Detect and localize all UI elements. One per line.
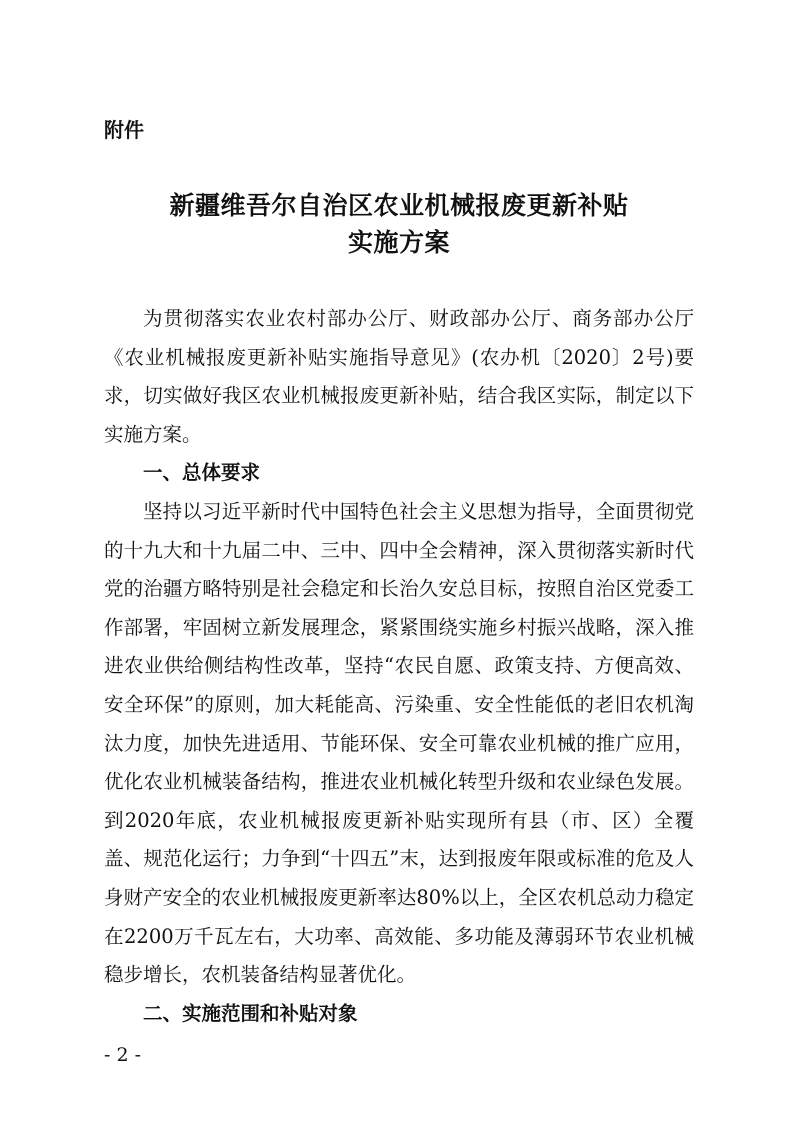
attachment-label: 附件 bbox=[104, 118, 144, 142]
intro-paragraph: 为贯彻落实农业农村部办公厅、财政部办公厅、商务部办公厅《农业机械报废更新补贴实施指导意见》(农办机〔2020〕2号)要求，切实做好我区农业机械报废更新补贴，结合我区实际，制定以下实施方案。 bbox=[104, 307, 694, 446]
document-body bbox=[104, 300, 694, 1033]
section-1-heading: 一、总体要求 bbox=[143, 461, 261, 485]
document-title-line-2: 实施方案 bbox=[347, 228, 450, 257]
section-1-paragraph: 坚持以习近平新时代中国特色社会主义思想为指导，全面贯彻党的十九大和十九届二中、三中、四中全会精神，深入贯彻落实新时代党的治疆方略特别是社会稳定和长治久安总目标，按照自治区党委工作部署，牢固树立新发展理念，紧紧围绕实施乡村振兴战略，深入推进农业供给侧结构性改革，坚持“农民自愿、政策支持、方便高效、安全环保”的原则，加大耗能高、污染重、安全性能低的老旧农机淘汰力度，加快先进适用、节能环保、安全可靠农业机械的推广应用，优化农业机械装备结构，推进农业机械化转型升级和农业绿色发展。到2020年底，农业机械报废更新补贴实现所有县（市、区）全覆盖、规范化运行；力争到“十四五”末，达到报废年限或标准的危及人身财产安全的农业机械报废更新率达80%以上，全区农机总动力稳定在2200万千瓦左右，大功率、高效能、多功能及薄弱环节农业机械稳步增长，农机装备结构显著优化。 bbox=[104, 499, 694, 987]
document-title-line-1: 新疆维吾尔自治区农业机械报废更新补贴 bbox=[169, 191, 629, 220]
section-2-heading: 二、实施范围和补贴对象 bbox=[143, 1001, 358, 1025]
page-number: - 2 - bbox=[104, 1044, 142, 1066]
